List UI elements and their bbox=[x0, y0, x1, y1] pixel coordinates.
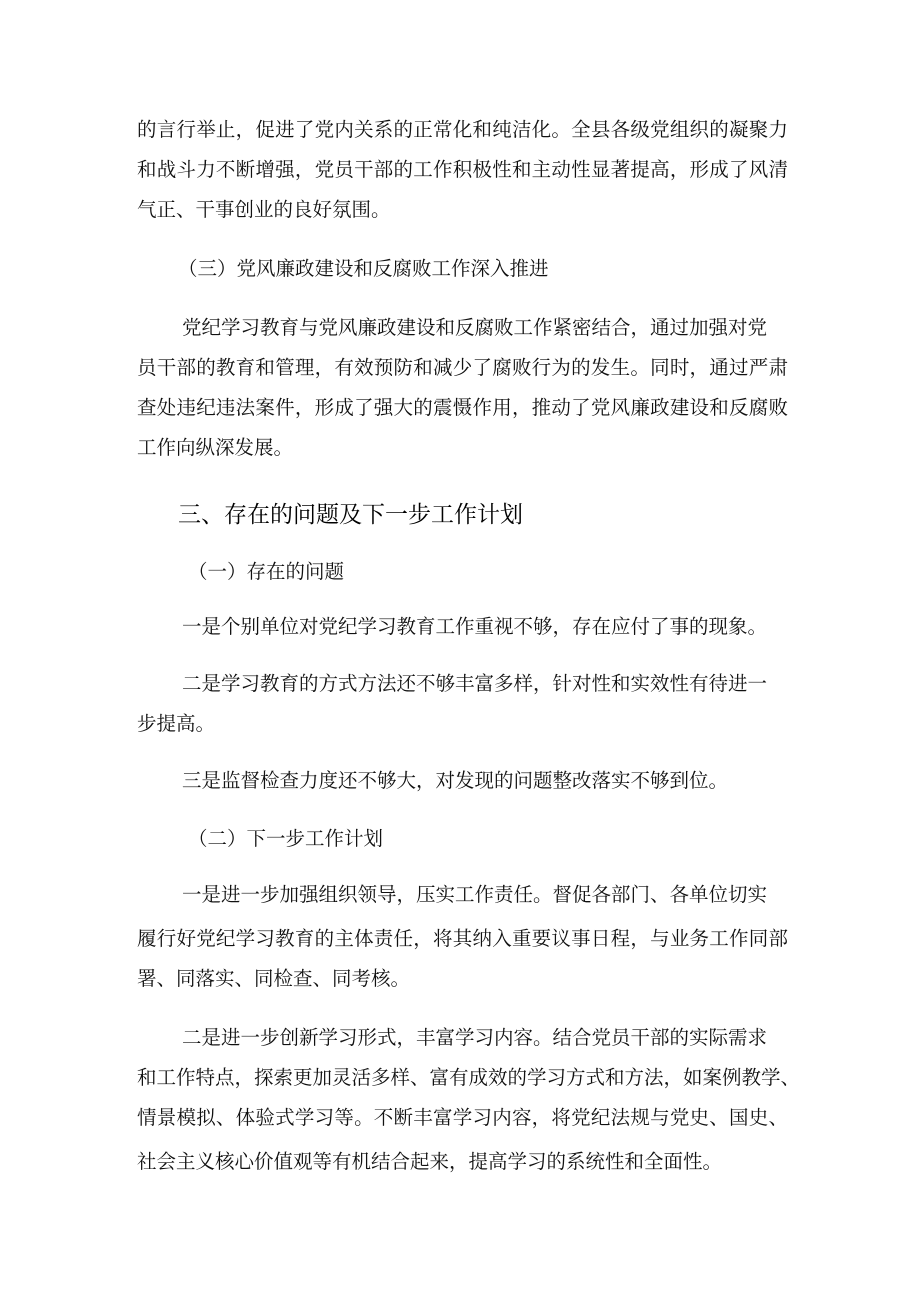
text-line: 一是进一步加强组织领导，压实工作责任。督促各部门、各单位切实 bbox=[182, 883, 768, 906]
text-line: 三是监督检查力度还不够大，对发现的问题整改落实不够到位。 bbox=[182, 769, 729, 792]
subheading-2: （二）下一步工作计划 bbox=[188, 827, 384, 850]
text-line: 社会主义核心价值观等有机结合起来，提高学习的系统性和全面性。 bbox=[137, 1150, 723, 1173]
text-line: 履行好党纪学习教育的主体责任，将其纳入重要议事日程，与业务工作同部 bbox=[137, 927, 789, 950]
subheading-1: （一）存在的问题 bbox=[188, 560, 345, 583]
text-line: 二是学习教育的方式方法还不够丰富多样，针对性和实效性有待进一 bbox=[182, 672, 768, 695]
text-line: 一是个别单位对党纪学习教育工作重视不够，存在应付了事的现象。 bbox=[182, 615, 768, 638]
text-line: 工作向纵深发展。 bbox=[137, 436, 294, 459]
text-line: 步提高。 bbox=[137, 712, 216, 735]
text-line: 和工作特点，探索更加灵活多样、富有成效的学习方式和方法，如案例教学、 bbox=[137, 1066, 801, 1089]
text-line: 署、同落实、同检查、同考核。 bbox=[137, 967, 411, 990]
text-line: 党纪学习教育与党风廉政建设和反腐败工作紧密结合，通过加强对党 bbox=[182, 316, 768, 339]
text-line: 情景模拟、体验式学习等。不断丰富学习内容，将党纪法规与党史、国史、 bbox=[137, 1106, 789, 1129]
text-line: 员干部的教育和管理，有效预防和减少了腐败行为的发生。同时，通过严肃 bbox=[137, 356, 789, 379]
text-line: 气正、干事创业的良好氛围。 bbox=[137, 198, 391, 221]
text-line: 的言行举止，促进了党内关系的正常化和纯洁化。全县各级党组织的凝聚力 bbox=[137, 118, 789, 141]
section-heading: 三、存在的问题及下一步工作计划 bbox=[178, 502, 523, 528]
text-line: 二是进一步创新学习形式，丰富学习内容。结合党员干部的实际需求 bbox=[182, 1026, 768, 1049]
subheading-3: （三）党风廉政建设和反腐败工作深入推进 bbox=[178, 257, 549, 280]
text-line: 查处违纪违法案件，形成了强大的震慑作用，推动了党风廉政建设和反腐败 bbox=[137, 396, 789, 419]
text-line: 和战斗力不断增强，党员干部的工作积极性和主动性显著提高，形成了风清 bbox=[137, 158, 789, 181]
